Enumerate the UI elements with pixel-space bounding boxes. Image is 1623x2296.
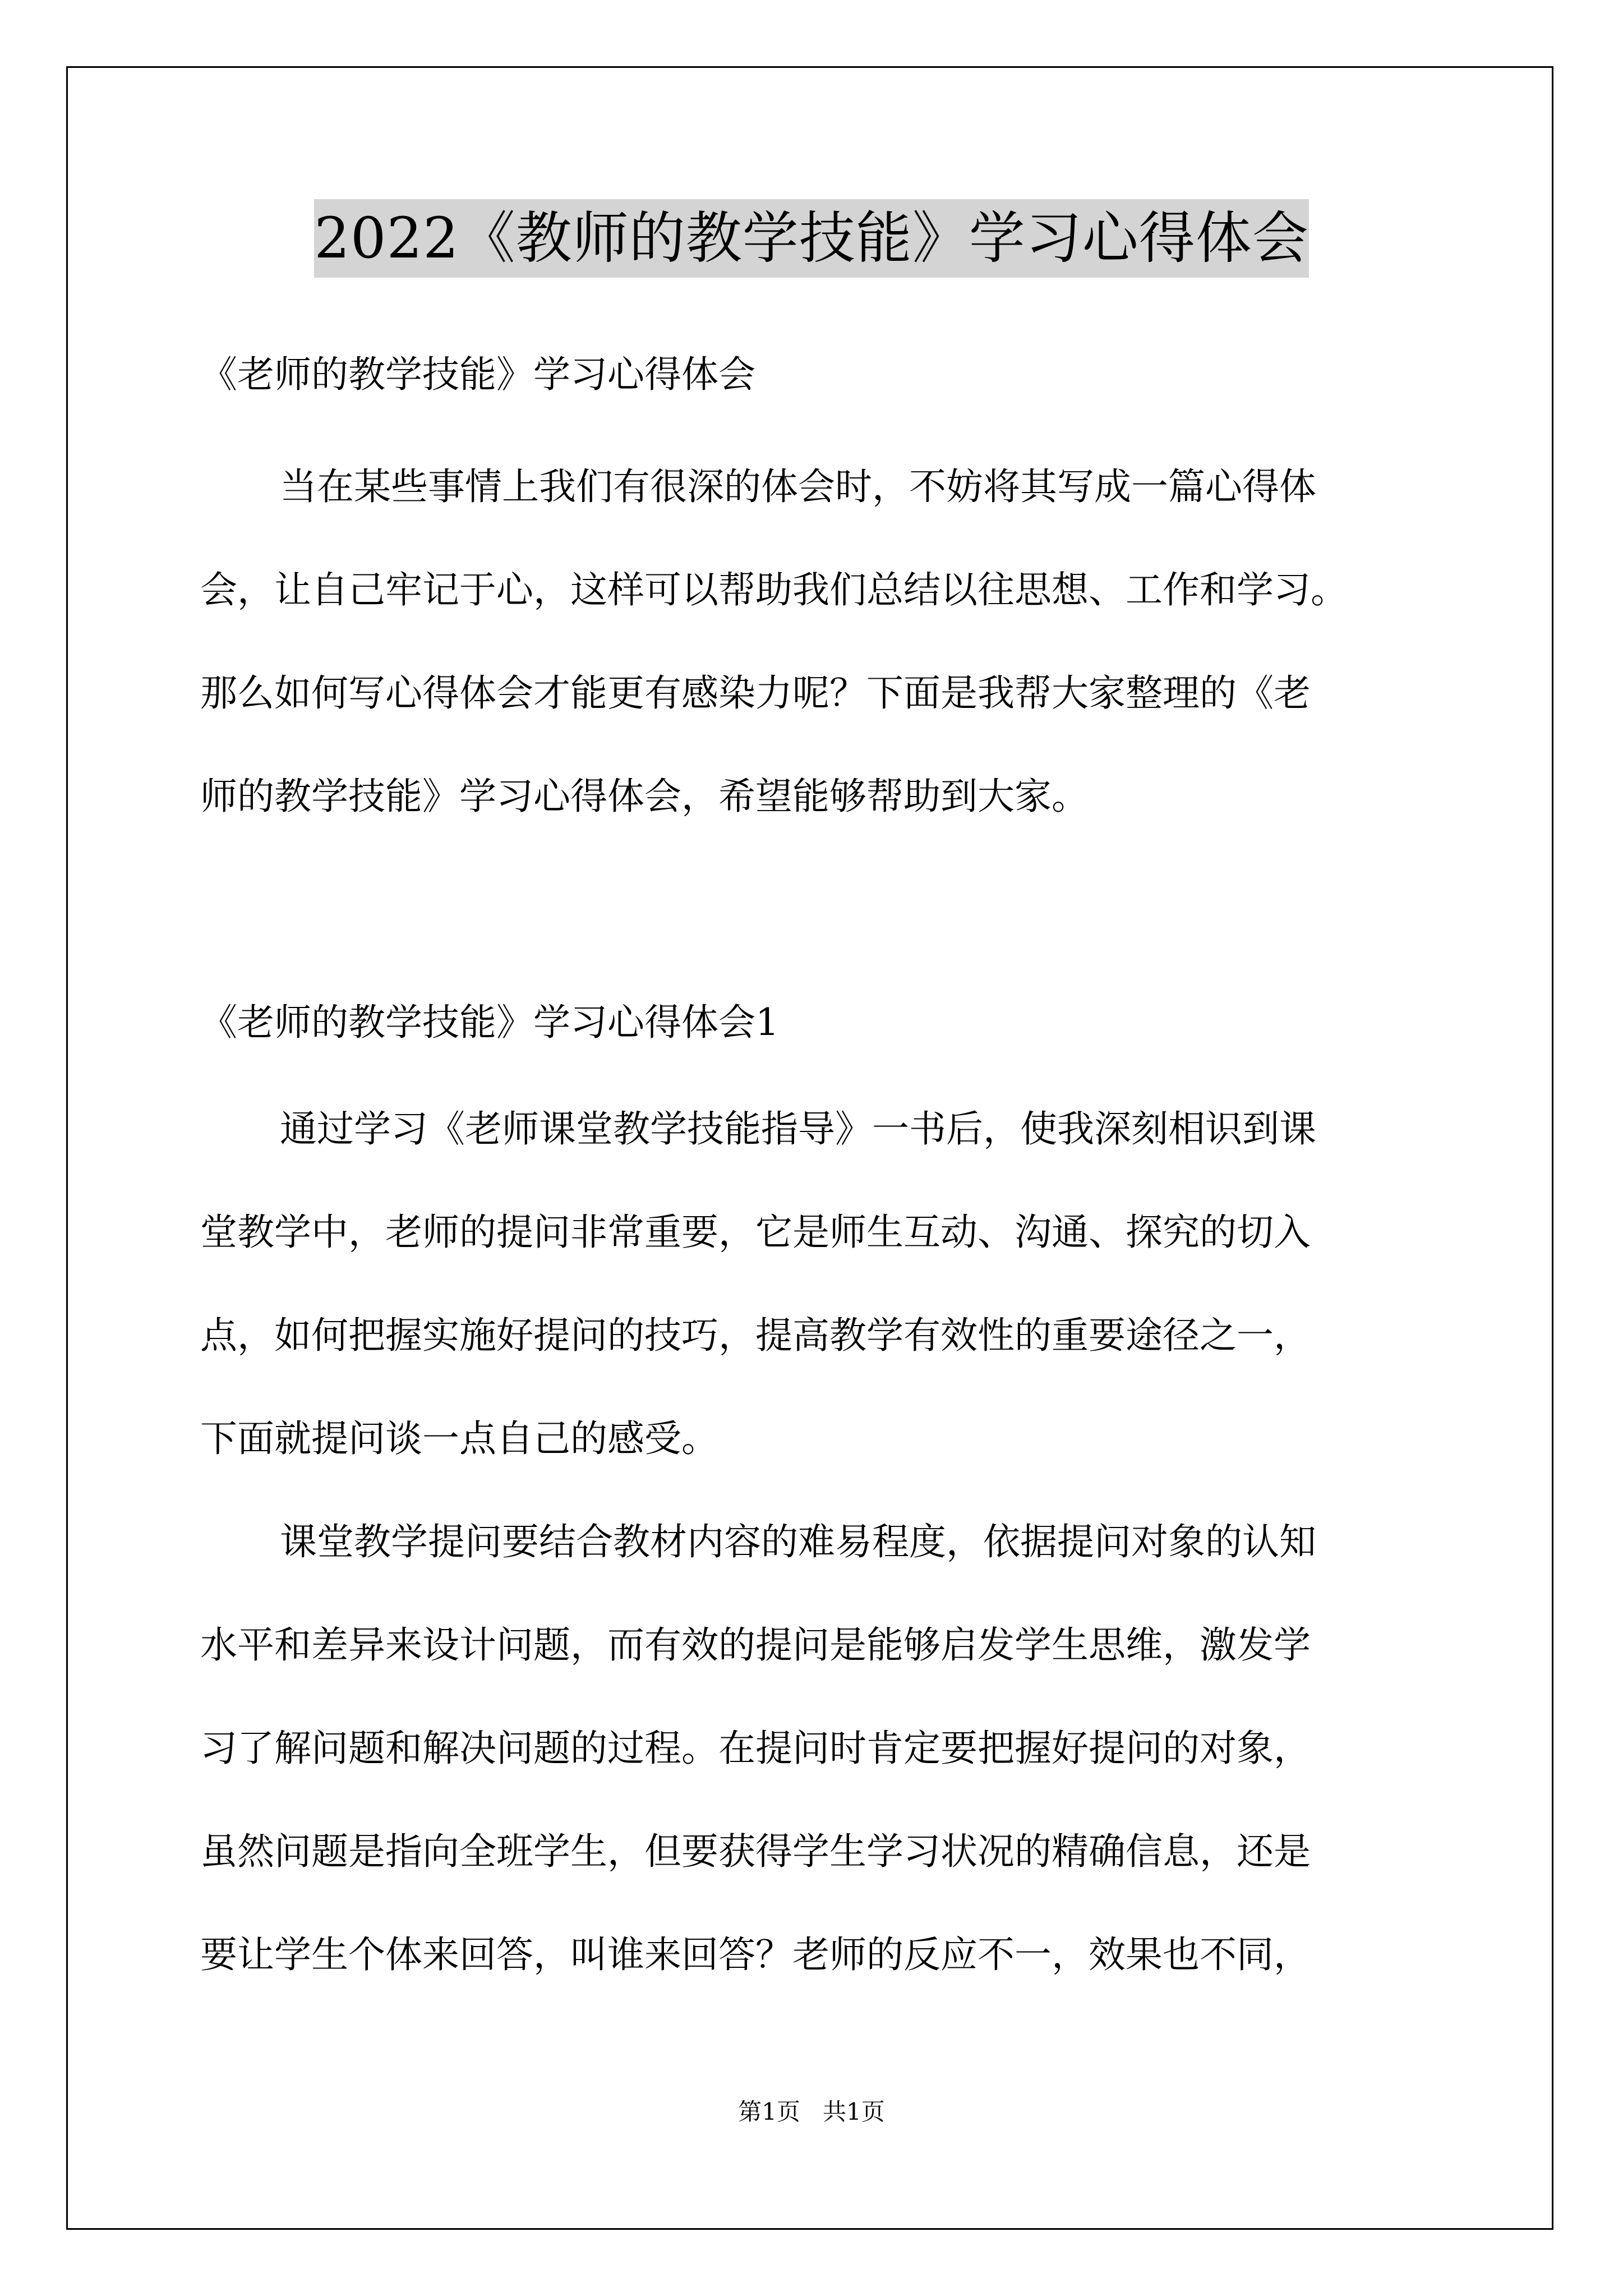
document-title: 2022《教师的教学技能》学习心得体会 [314, 199, 1309, 278]
paragraph-line: 虽然问题是指向全班学生，但要获得学生学习状况的精确信息，还是 [200, 1830, 1311, 1873]
paragraph-line: 堂教学中，老师的提问非常重要，它是师生互动、沟通、探究的切入 [200, 1211, 1311, 1254]
paragraph-line: 会，让自己牢记于心，这样可以帮助我们总结以往思想、工作和学习。 [200, 568, 1348, 611]
paragraph-line: 水平和差异来设计问题，而有效的提问是能够启发学生思维，激发学 [200, 1623, 1311, 1667]
title-container [0, 199, 1623, 278]
paragraph-line: 习了解问题和解决问题的过程。在提问时肯定要把握好提问的对象， [200, 1727, 1311, 1770]
page-total: 共1页 [823, 2098, 885, 2125]
page-number: 第1页 [738, 2098, 800, 2125]
paragraph-line: 当在某些事情上我们有很深的体会时，不妨将其写成一篇心得体 [280, 465, 1316, 508]
paragraph-line: 点，如何把握实施好提问的技巧，提高教学有效性的重要途径之一， [200, 1314, 1311, 1357]
paragraph-line: 那么如何写心得体会才能更有感染力呢？下面是我帮大家整理的《老 [200, 671, 1311, 715]
paragraph-line: 课堂教学提问要结合教材内容的难易程度，依据提问对象的认知 [280, 1520, 1316, 1563]
paragraph-line: 要让学生个体来回答，叫谁来回答？老师的反应不一，效果也不同， [200, 1933, 1311, 1976]
section-heading: 《老师的教学技能》学习心得体会 [200, 353, 755, 396]
paragraph-line: 通过学习《老师课堂教学技能指导》一书后，使我深刻相识到课 [280, 1107, 1316, 1151]
section-heading: 《老师的教学技能》学习心得体会1 [200, 1001, 779, 1044]
paragraph-line: 下面就提问谈一点自己的感受。 [200, 1417, 718, 1460]
page-footer [0, 2095, 1623, 2129]
paragraph-line: 师的教学技能》学习心得体会，希望能够帮助到大家。 [200, 775, 1089, 818]
